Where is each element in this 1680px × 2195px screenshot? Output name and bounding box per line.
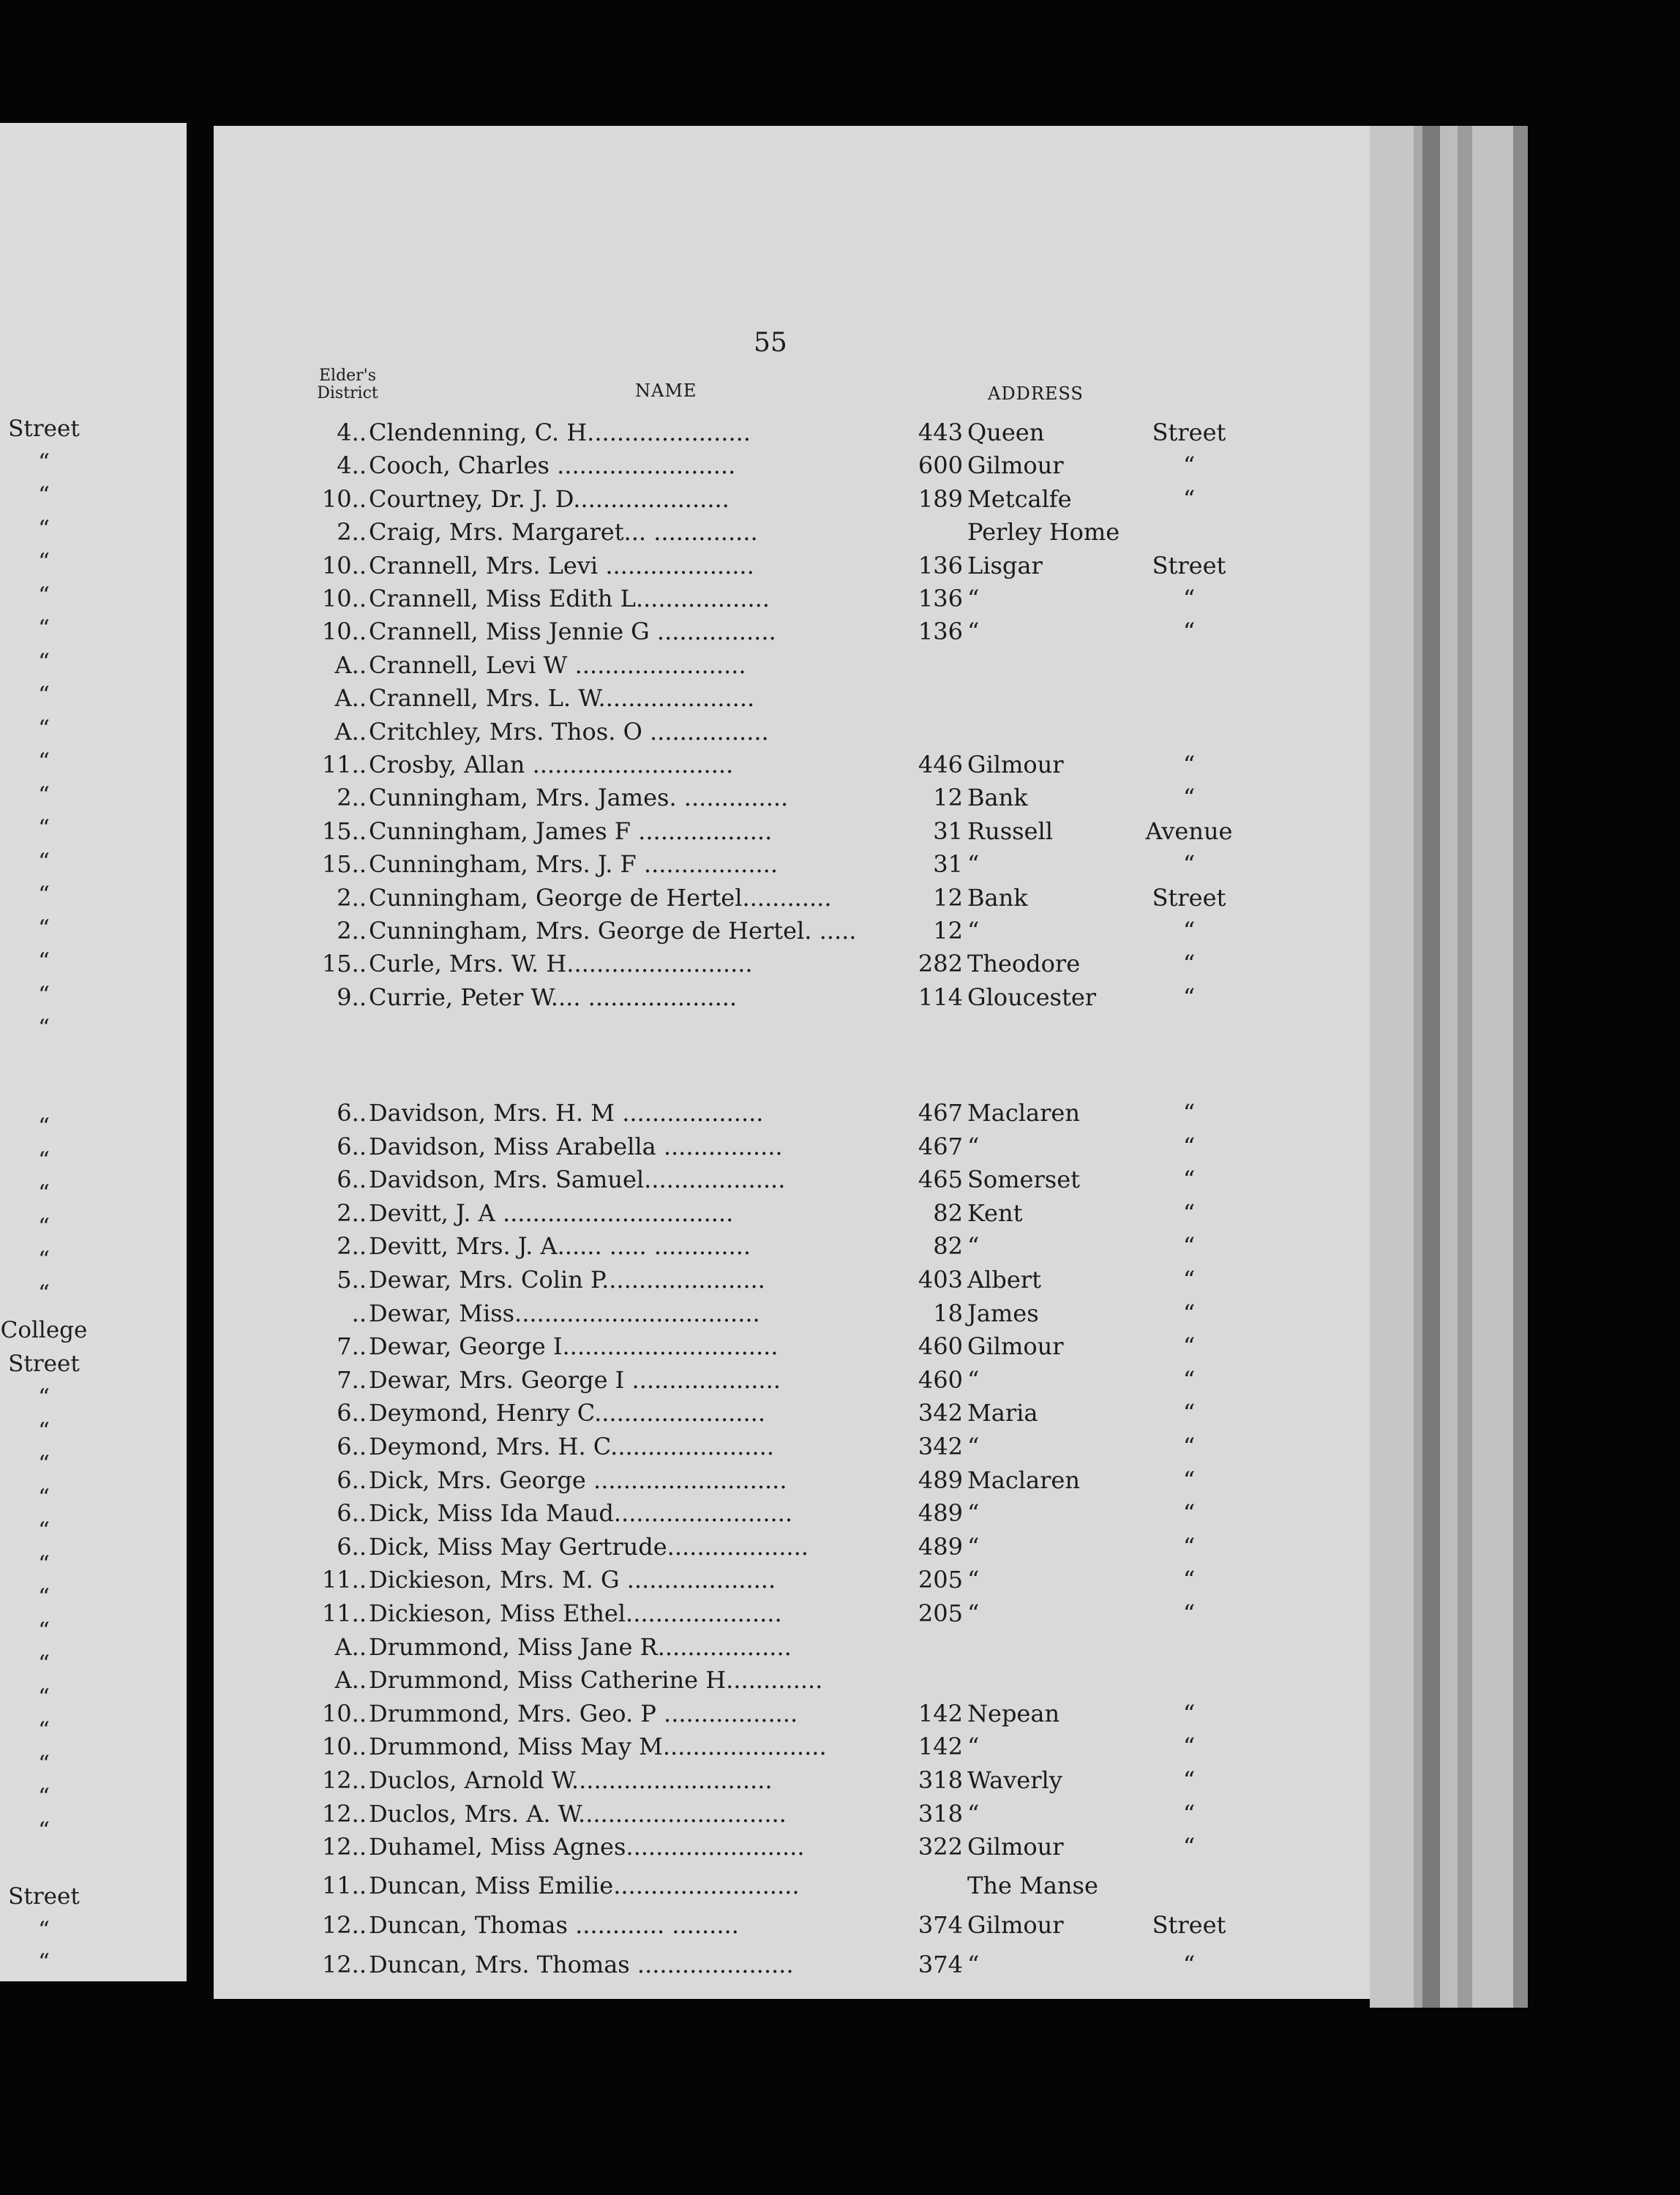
entry-street: Russell xyxy=(967,817,1053,845)
entry-street: Theodore xyxy=(967,950,1081,978)
entry-district: 12.. xyxy=(321,1833,367,1861)
entry-district: 7.. xyxy=(337,1332,367,1361)
left-page-entry: “ xyxy=(38,781,50,808)
entry-name: Devitt, Mrs. J. A...... ..... ............. xyxy=(369,1232,751,1261)
entry-number: 443 xyxy=(918,419,963,446)
entry-number: 318 xyxy=(918,1799,963,1828)
entry-street-suffix: “ xyxy=(1182,1198,1196,1227)
entry-district: 6.. xyxy=(337,1132,367,1160)
entry-name: Duclos, Mrs. A. W............................ xyxy=(369,1799,787,1828)
entry-district: 6.. xyxy=(337,1532,367,1561)
entry-street-suffix: “ xyxy=(1182,1299,1196,1327)
entry-name: Davidson, Mrs. H. M ................... xyxy=(369,1099,764,1127)
entry-number: 114 xyxy=(918,983,963,1011)
entry-name: Devitt, J. A ............................... xyxy=(369,1198,734,1227)
left-page-entry: “ xyxy=(38,915,50,942)
entry-name: Deymond, Mrs. H. C...................... xyxy=(369,1433,774,1460)
entry-district: 11.. xyxy=(321,1872,367,1899)
entry-number: 446 xyxy=(918,751,963,778)
entry-street: Lisgar xyxy=(967,551,1043,579)
list-item xyxy=(0,817,1244,849)
entry-name: Dewar, George I............................. xyxy=(369,1332,779,1361)
left-page-entry: “ xyxy=(38,1750,50,1777)
entry-street-suffix: “ xyxy=(1182,1266,1196,1294)
list-item xyxy=(0,781,1244,816)
entry-street-suffix: “ xyxy=(1182,1599,1196,1627)
list-item xyxy=(0,1366,1244,1398)
left-page-entry: “ xyxy=(38,482,50,509)
entry-street-suffix: “ xyxy=(1182,1532,1196,1561)
entry-street: “ xyxy=(967,917,980,945)
entry-name: Curle, Mrs. W. H......................... xyxy=(369,950,753,978)
list-item xyxy=(0,950,1244,982)
entry-name: Cunningham, George de Hertel............ xyxy=(369,883,832,912)
entry-street-suffix: “ xyxy=(1182,751,1196,778)
left-page-entry: Street xyxy=(8,416,80,442)
entry-number: 282 xyxy=(918,950,963,978)
entry-number: 136 xyxy=(918,585,963,612)
entry-street-suffix: “ xyxy=(1182,917,1196,945)
entry-name: Cunningham, Mrs. J. F .................. xyxy=(369,850,778,879)
entry-name: Davidson, Mrs. Samuel................... xyxy=(369,1166,786,1194)
left-page-entry: “ xyxy=(38,1717,50,1744)
entry-name: Duncan, Miss Emilie......................... xyxy=(369,1872,800,1899)
entry-district: 11.. xyxy=(321,1566,367,1594)
entry-district: 2.. xyxy=(337,1198,367,1227)
entry-street-suffix: “ xyxy=(1182,1699,1196,1727)
entry-street: Maria xyxy=(967,1399,1038,1427)
entry-number: 489 xyxy=(918,1499,963,1528)
left-page-entry: “ xyxy=(38,582,50,609)
entry-district: A.. xyxy=(334,650,367,679)
list-item xyxy=(0,1433,1244,1465)
entry-street: “ xyxy=(967,1733,980,1761)
entry-street: Perley Home xyxy=(967,518,1120,547)
entry-name: Drummond, Miss Catherine H............. xyxy=(369,1666,823,1695)
entry-district: 15.. xyxy=(321,950,367,978)
entry-name: Courtney, Dr. J. D..................... xyxy=(369,484,730,513)
entry-district: 6.. xyxy=(337,1466,367,1494)
entry-name: Dickieson, Miss Ethel..................... xyxy=(369,1599,782,1627)
entry-number: 205 xyxy=(918,1599,963,1627)
entry-number: 318 xyxy=(918,1766,963,1794)
list-item xyxy=(0,1666,1244,1698)
entry-district: 2.. xyxy=(337,917,367,945)
left-page-entry: College xyxy=(0,1317,88,1343)
entry-name: Dewar, Miss................................. xyxy=(369,1299,760,1327)
entry-district: A.. xyxy=(334,1666,367,1695)
list-item xyxy=(0,884,1244,916)
entry-street: The Manse xyxy=(967,1872,1098,1899)
entry-street-suffix: “ xyxy=(1182,451,1196,480)
entry-street: Waverly xyxy=(967,1766,1062,1794)
entry-street-suffix: “ xyxy=(1182,1833,1196,1861)
entry-street-suffix: Street xyxy=(1152,1911,1226,1939)
list-item xyxy=(0,1399,1244,1431)
entry-street: “ xyxy=(967,1799,980,1828)
entry-district: A.. xyxy=(334,1632,367,1661)
entry-district: 12.. xyxy=(321,1951,367,1978)
left-page-entry: “ xyxy=(38,1015,50,1041)
entry-number: 142 xyxy=(918,1733,963,1761)
list-item xyxy=(0,485,1244,517)
entry-number: 600 xyxy=(918,451,963,480)
entry-street: Gilmour xyxy=(967,1332,1064,1361)
entry-street: “ xyxy=(967,1232,980,1261)
entry-number: 136 xyxy=(918,551,963,579)
list-item xyxy=(0,684,1244,716)
entry-street: Maclaren xyxy=(967,1466,1080,1494)
left-page-entry: “ xyxy=(38,1147,50,1174)
left-page-entry: “ xyxy=(38,1213,50,1240)
entry-street: “ xyxy=(967,1599,980,1627)
entry-number: 82 xyxy=(933,1232,963,1261)
entry-name: Crannell, Mrs. Levi .................... xyxy=(369,551,754,579)
entry-street-suffix: “ xyxy=(1182,1566,1196,1594)
list-item xyxy=(0,1499,1244,1531)
entry-street: Bank xyxy=(967,784,1028,812)
entry-district: A.. xyxy=(334,717,367,746)
entry-street-suffix: “ xyxy=(1182,1365,1196,1394)
entry-street: “ xyxy=(967,1132,980,1160)
list-item xyxy=(0,451,1244,484)
entry-street-suffix: “ xyxy=(1182,1466,1196,1494)
list-item xyxy=(0,983,1244,1016)
entry-district: 2.. xyxy=(337,518,367,547)
entry-street-suffix: Avenue xyxy=(1145,817,1233,845)
left-page-entry: “ xyxy=(38,615,50,642)
entry-street: Gloucester xyxy=(967,983,1097,1011)
left-page-entry: “ xyxy=(38,1550,50,1577)
list-item xyxy=(0,1700,1244,1732)
entry-street-suffix: Street xyxy=(1152,419,1226,446)
entry-street-suffix: “ xyxy=(1182,1232,1196,1261)
entry-street: Albert xyxy=(967,1266,1041,1294)
entry-district: 5.. xyxy=(337,1266,367,1294)
entry-number: 489 xyxy=(918,1466,963,1494)
entry-district: 6.. xyxy=(337,1499,367,1528)
list-item xyxy=(0,648,1244,683)
list-item xyxy=(0,1099,1244,1131)
entry-number: 12 xyxy=(933,784,963,812)
entry-district: 9.. xyxy=(337,983,367,1011)
list-item xyxy=(0,552,1244,584)
entry-street: Gilmour xyxy=(967,1833,1064,1861)
entry-name: Dewar, Mrs. Colin P...................... xyxy=(369,1266,765,1294)
entry-name: Crannell, Mrs. L. W..................... xyxy=(369,684,755,713)
left-page-entry: “ xyxy=(38,1417,50,1444)
list-item xyxy=(0,1533,1244,1565)
left-page-entry: “ xyxy=(38,682,50,708)
entry-street-suffix: “ xyxy=(1182,850,1196,879)
entry-street-suffix: “ xyxy=(1182,1733,1196,1761)
entry-district: 15.. xyxy=(321,817,367,845)
left-page-entry: “ xyxy=(38,1949,50,1976)
entry-district: 4.. xyxy=(337,419,367,446)
entry-street-suffix: “ xyxy=(1182,1166,1196,1194)
list-item xyxy=(0,1299,1244,1332)
entry-name: Davidson, Miss Arabella ................ xyxy=(369,1132,783,1160)
entry-street: Bank xyxy=(967,883,1028,912)
entry-street: Metcalfe xyxy=(967,484,1072,513)
entry-district: 10.. xyxy=(321,1733,367,1761)
list-item xyxy=(0,1911,1244,1943)
entry-number: 18 xyxy=(933,1299,963,1327)
entry-number: 374 xyxy=(918,1951,963,1978)
entry-street: “ xyxy=(967,1566,980,1594)
entry-street: James xyxy=(967,1299,1039,1327)
list-item xyxy=(0,1133,1244,1165)
left-page-entry: “ xyxy=(38,815,50,841)
entry-number: 342 xyxy=(918,1399,963,1427)
header-name: NAME xyxy=(635,380,697,401)
list-item xyxy=(0,1266,1244,1298)
entry-name: Duncan, Mrs. Thomas ..................... xyxy=(369,1951,794,1978)
entry-street-suffix: “ xyxy=(1182,1399,1196,1427)
page-edges xyxy=(1370,126,1528,2008)
entry-street-suffix: “ xyxy=(1182,784,1196,812)
entry-number: 467 xyxy=(918,1132,963,1160)
entry-name: Drummond, Miss May M...................... xyxy=(369,1733,827,1761)
entry-number: 460 xyxy=(918,1365,963,1394)
entry-district: 6.. xyxy=(337,1099,367,1127)
entry-street: “ xyxy=(967,618,980,646)
entry-number: 322 xyxy=(918,1833,963,1861)
entry-street: Nepean xyxy=(967,1699,1060,1727)
entry-name: Duncan, Thomas ............ ......... xyxy=(369,1911,739,1939)
entry-street: Queen xyxy=(967,419,1045,446)
left-page-entry: “ xyxy=(38,1451,50,1477)
left-page-entry: “ xyxy=(38,748,50,775)
entry-district: .. xyxy=(351,1299,367,1327)
entry-name: Dick, Miss May Gertrude................... xyxy=(369,1532,809,1561)
list-item xyxy=(0,1633,1244,1665)
left-page-entry: “ xyxy=(38,1784,50,1810)
entry-number: 403 xyxy=(918,1266,963,1294)
entry-district: 4.. xyxy=(337,451,367,480)
entry-street: “ xyxy=(967,850,980,879)
entry-street: “ xyxy=(967,585,980,612)
left-page-entry: “ xyxy=(38,515,50,542)
entry-street: Kent xyxy=(967,1198,1023,1227)
list-item xyxy=(0,1833,1244,1865)
left-page-entry: “ xyxy=(38,1384,50,1411)
entry-name: Critchley, Mrs. Thos. O ................ xyxy=(369,717,769,746)
entry-street: Gilmour xyxy=(967,1911,1064,1939)
entry-street-suffix: Street xyxy=(1152,883,1226,912)
left-page-entry: “ xyxy=(38,1684,50,1711)
entry-name: Clendenning, C. H...................... xyxy=(369,419,751,446)
entry-street: “ xyxy=(967,1433,980,1460)
entry-number: 205 xyxy=(918,1566,963,1594)
entry-street-suffix: Street xyxy=(1152,551,1226,579)
header-address: ADDRESS xyxy=(988,383,1084,404)
list-item xyxy=(0,1566,1244,1598)
entry-district: 10.. xyxy=(321,484,367,513)
entry-name: Crannell, Levi W ....................... xyxy=(369,650,746,679)
entry-district: 6.. xyxy=(337,1433,367,1460)
entry-district: 10.. xyxy=(321,1699,367,1727)
entry-street-suffix: “ xyxy=(1182,983,1196,1011)
list-item xyxy=(0,585,1244,617)
entry-name: Cunningham, Mrs. George de Hertel. ..... xyxy=(369,917,857,945)
left-page-entry: “ xyxy=(38,1484,50,1511)
entry-street-suffix: “ xyxy=(1182,618,1196,646)
entry-district: 12.. xyxy=(321,1766,367,1794)
list-item xyxy=(0,1166,1244,1198)
entry-street: “ xyxy=(967,1951,980,1978)
entry-name: Cunningham, James F .................. xyxy=(369,817,773,845)
list-item xyxy=(0,1872,1244,1904)
list-item xyxy=(0,1466,1244,1498)
entry-number: 31 xyxy=(933,817,963,845)
left-page-entry: “ xyxy=(38,1517,50,1544)
left-page-entry: Street xyxy=(8,1883,80,1910)
entry-number: 31 xyxy=(933,850,963,879)
entry-number: 467 xyxy=(918,1099,963,1127)
entry-name: Duclos, Arnold W........................... xyxy=(369,1766,773,1794)
left-page-entry: “ xyxy=(38,882,50,908)
entry-street-suffix: “ xyxy=(1182,1799,1196,1828)
left-page-entry: “ xyxy=(38,981,50,1008)
entry-district: 10.. xyxy=(321,618,367,646)
entry-number: 189 xyxy=(918,484,963,513)
entry-street: Somerset xyxy=(967,1166,1080,1194)
left-page-entry: “ xyxy=(38,1817,50,1844)
entry-name: Deymond, Henry C....................... xyxy=(369,1399,766,1427)
left-page-entry: “ xyxy=(38,648,50,675)
entry-street: Gilmour xyxy=(967,751,1064,778)
left-page-entry: “ xyxy=(38,449,50,476)
entry-number: 142 xyxy=(918,1699,963,1727)
entry-number: 460 xyxy=(918,1332,963,1361)
entry-district: 11.. xyxy=(321,751,367,778)
left-page-entry: “ xyxy=(38,1584,50,1610)
entry-name: Dick, Mrs. George .......................... xyxy=(369,1466,787,1494)
entry-name: Drummond, Mrs. Geo. P .................. xyxy=(369,1699,798,1727)
entry-number: 82 xyxy=(933,1198,963,1227)
entry-district: 10.. xyxy=(321,551,367,579)
entry-street-suffix: “ xyxy=(1182,1132,1196,1160)
left-page-entry: “ xyxy=(38,948,50,975)
list-item xyxy=(0,917,1244,949)
entry-street: Gilmour xyxy=(967,451,1064,480)
list-item xyxy=(0,1766,1244,1798)
entry-name: Duhamel, Miss Agnes........................ xyxy=(369,1833,805,1861)
entry-street: “ xyxy=(967,1499,980,1528)
entry-name: Cunningham, Mrs. James. .............. xyxy=(369,784,789,812)
left-page-entry: “ xyxy=(38,1180,50,1207)
entry-name: Craig, Mrs. Margaret... .............. xyxy=(369,518,758,547)
entry-number: 12 xyxy=(933,883,963,912)
list-item xyxy=(0,715,1244,750)
entry-district: 7.. xyxy=(337,1365,367,1394)
entry-district: 2.. xyxy=(337,1232,367,1261)
entry-number: 136 xyxy=(918,618,963,646)
entry-name: Cooch, Charles ........................ xyxy=(369,451,736,480)
entry-street-suffix: “ xyxy=(1182,1332,1196,1361)
entry-number: 12 xyxy=(933,917,963,945)
entry-number: 465 xyxy=(918,1166,963,1194)
list-item xyxy=(0,1800,1244,1832)
entry-name: Crosby, Allan ........................... xyxy=(369,751,734,778)
list-item xyxy=(0,751,1244,783)
left-page-entry: “ xyxy=(38,848,50,875)
entry-name: Dickieson, Mrs. M. G .................... xyxy=(369,1566,776,1594)
left-page-entry: “ xyxy=(38,1651,50,1677)
entry-number: 489 xyxy=(918,1532,963,1561)
page-number: 55 xyxy=(754,328,787,358)
entry-district: 11.. xyxy=(321,1599,367,1627)
left-page-entry: “ xyxy=(38,1280,50,1307)
entry-street: “ xyxy=(967,1532,980,1561)
left-page-entry: Street xyxy=(8,1351,80,1377)
entry-street-suffix: “ xyxy=(1182,1499,1196,1528)
list-item xyxy=(0,1599,1244,1632)
entry-name: Crannell, Miss Jennie G ................ xyxy=(369,618,776,646)
left-page-entry: “ xyxy=(38,715,50,742)
entry-name: Dick, Miss Ida Maud........................ xyxy=(369,1499,792,1528)
entry-district: 15.. xyxy=(321,850,367,879)
entry-district: 2.. xyxy=(337,784,367,812)
entry-district: 12.. xyxy=(321,1799,367,1828)
list-item xyxy=(0,1199,1244,1231)
entry-street-suffix: “ xyxy=(1182,1099,1196,1127)
list-item xyxy=(0,1332,1244,1365)
list-item xyxy=(0,1733,1244,1765)
list-item xyxy=(0,515,1244,550)
entry-street: Maclaren xyxy=(967,1099,1080,1127)
list-item xyxy=(0,850,1244,882)
entry-district: A.. xyxy=(334,684,367,713)
entry-street-suffix: “ xyxy=(1182,950,1196,978)
entry-district: 6.. xyxy=(337,1399,367,1427)
left-page-entry: “ xyxy=(38,1114,50,1140)
entry-number: 342 xyxy=(918,1433,963,1460)
entry-district: 12.. xyxy=(321,1911,367,1939)
left-page-entry: “ xyxy=(38,1247,50,1273)
entry-street-suffix: “ xyxy=(1182,585,1196,612)
list-item xyxy=(0,1232,1244,1264)
left-page-entry: “ xyxy=(38,1917,50,1943)
entry-name: Crannell, Miss Edith L.................. xyxy=(369,585,770,612)
entry-street-suffix: “ xyxy=(1182,1766,1196,1794)
list-item xyxy=(0,419,1244,451)
entry-district: 2.. xyxy=(337,883,367,912)
entry-name: Currie, Peter W.... .................... xyxy=(369,983,738,1011)
entry-street-suffix: “ xyxy=(1182,484,1196,513)
entry-district: 10.. xyxy=(321,585,367,612)
entry-street-suffix: “ xyxy=(1182,1433,1196,1460)
list-item xyxy=(0,1951,1244,1983)
left-page-entry: “ xyxy=(38,549,50,575)
entry-name: Dewar, Mrs. George I .................... xyxy=(369,1365,781,1394)
left-page-entry: “ xyxy=(38,1617,50,1644)
entry-name: Drummond, Miss Jane R.................. xyxy=(369,1632,792,1661)
entry-street-suffix: “ xyxy=(1182,1951,1196,1978)
entry-number: 374 xyxy=(918,1911,963,1939)
entry-street: “ xyxy=(967,1365,980,1394)
header-district: Elder's District xyxy=(317,367,378,402)
entry-district: 6.. xyxy=(337,1166,367,1194)
list-item xyxy=(0,618,1244,650)
